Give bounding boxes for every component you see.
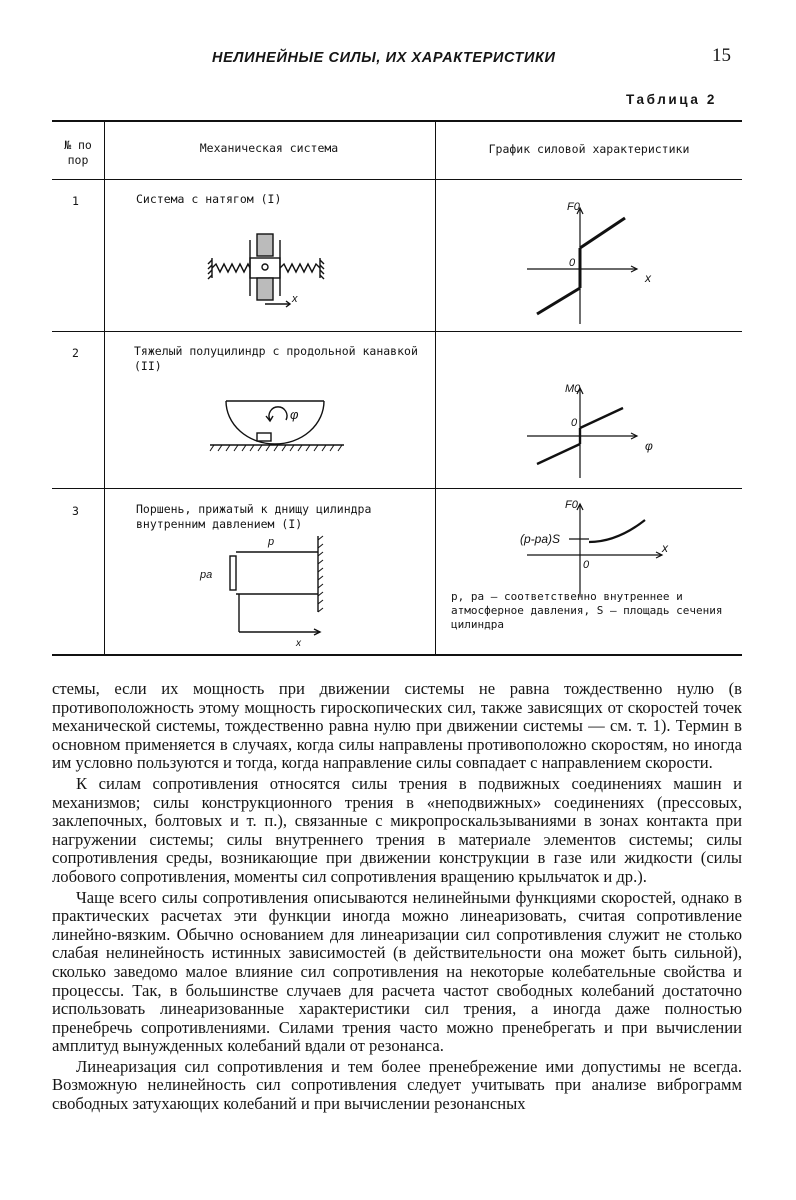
- header-number: № по пор: [64, 138, 92, 167]
- row-3-graph: [507, 498, 727, 598]
- row-2-system: Тяжелый полуцилиндр с продольной канавкой (II): [134, 344, 418, 373]
- row-2-graph: [507, 368, 707, 483]
- row-3-graph-intercept: (p-pa)S: [520, 532, 561, 546]
- row-2-number: 2: [72, 346, 79, 360]
- row-3-graph-origin: 0: [583, 559, 590, 571]
- row-2-graph-origin: 0: [571, 417, 578, 429]
- row-1-graph: [507, 196, 707, 326]
- paragraph-4: Линеаризация сил сопротивления и тем более пренебрежение ими допустимы не всегда. Возможную нелинейность сил сопротивления следует учитывать при анализе виброграмм свободных затухающих колебаний и при вычислении резонансных: [52, 1056, 742, 1114]
- table-header-rule: [52, 179, 742, 180]
- row-3-sketch: [192, 532, 332, 648]
- row-2-graph-y-label: M0: [565, 383, 581, 395]
- table-2: [52, 120, 742, 656]
- page-number: 15: [712, 45, 731, 66]
- row-3-graph-y-label: F0: [565, 499, 578, 511]
- row-3-sketch-x-label: x: [296, 638, 301, 648]
- row-3-system: Поршень, прижатый к днищу цилиндра внутренним давлением (I): [136, 502, 372, 531]
- row-2-sketch-phi-label: φ: [290, 407, 299, 422]
- row-1-sketch-x-label: x: [292, 293, 298, 305]
- row-3-graph-x-label: x: [662, 541, 668, 555]
- row-1-system: Система с натягом (I): [136, 192, 282, 206]
- row-3-number: 3: [72, 504, 79, 518]
- table-caption: Таблица 2: [626, 92, 717, 107]
- row-1-number: 1: [72, 194, 79, 208]
- running-title: НЕЛИНЕЙНЫЕ СИЛЫ, ИХ ХАРАКТЕРИСТИКИ: [212, 50, 556, 66]
- row-rule-2: [52, 488, 742, 489]
- row-1-graph-origin: 0: [569, 257, 576, 269]
- body-text: [52, 680, 742, 1116]
- row-2-graph-x-label: φ: [645, 439, 653, 453]
- row-2-sketch: [202, 395, 352, 455]
- row-3-note: p, pa — соответственно внутреннее и атмосферное давления, S — площадь сечения цилиндра: [451, 590, 723, 631]
- header-graph: График силовой характеристики: [488, 142, 690, 156]
- row-1-graph-x-label: x: [645, 271, 651, 285]
- table-top-rule: [52, 120, 742, 122]
- paragraph-3: Чаще всего силы сопротивления описываются нелинейными функциями скоростей, однако в практических расчетах эти функции иногда можно линеаризовать, считая сопротивление линейно-вязким. Обычно основанием для линеаризации сил сопротивления служит не столько слабая нелинейность истинных зависимостей (в действительности она может быть сильной), сколько заведомо малое влияние сил сопротивления на некоторые колебательные свойства и процессы. Так, в большинстве случаев для расчета частот свободных колебаний достаточно использовать линеаризованные характеристики сил трения, а иногда даже полностью пренебречь сопротивлениями. Силами трения часто можно пренебрегать и при вычислении амплитуд вынужденных колебаний вдали от резонанса.: [52, 887, 742, 1056]
- col-rule-2: [435, 120, 436, 656]
- row-rule-1: [52, 331, 742, 332]
- row-1-sketch: [202, 220, 342, 310]
- table-bottom-rule: [52, 654, 742, 656]
- row-3-sketch-p-label: p: [268, 536, 275, 548]
- paragraph-1: стемы, если их мощность при движении системы не равна тождественно нулю (в противоположность этому мощность гироскопических сил, также зависящих от скоростей точек механической системы, тождественно равна нулю при движении системы — см. т. 1). Термин в основном применяется в случаях, когда силы направлены противоположно скоростям, но иногда им условно пользуются и тогда, когда направление силы совпадает с направлением скорости.: [52, 679, 742, 773]
- col-rule-1: [104, 120, 105, 656]
- row-1-graph-y-label: F0: [567, 201, 580, 213]
- paragraph-2: К силам сопротивления относятся силы трения в подвижных соединениях машин и механизмов; силы конструкционного трения в «неподвижных» соединениях (прессовых, заклепочных, болтовых и т. п.), связанные с микропроскальзываниями в зонах контакта при нагружении системы; силы внутреннего трения в материале элементов системы; силы сопротивления среды, возникающие при движении конструкции в газе или жидкости (силы лобового сопротивления, моменты сил сопротивления вращению крыльчаток и др.).: [52, 773, 742, 886]
- row-3-sketch-pa-label: pa: [200, 569, 213, 581]
- header-system: Механическая система: [199, 141, 339, 155]
